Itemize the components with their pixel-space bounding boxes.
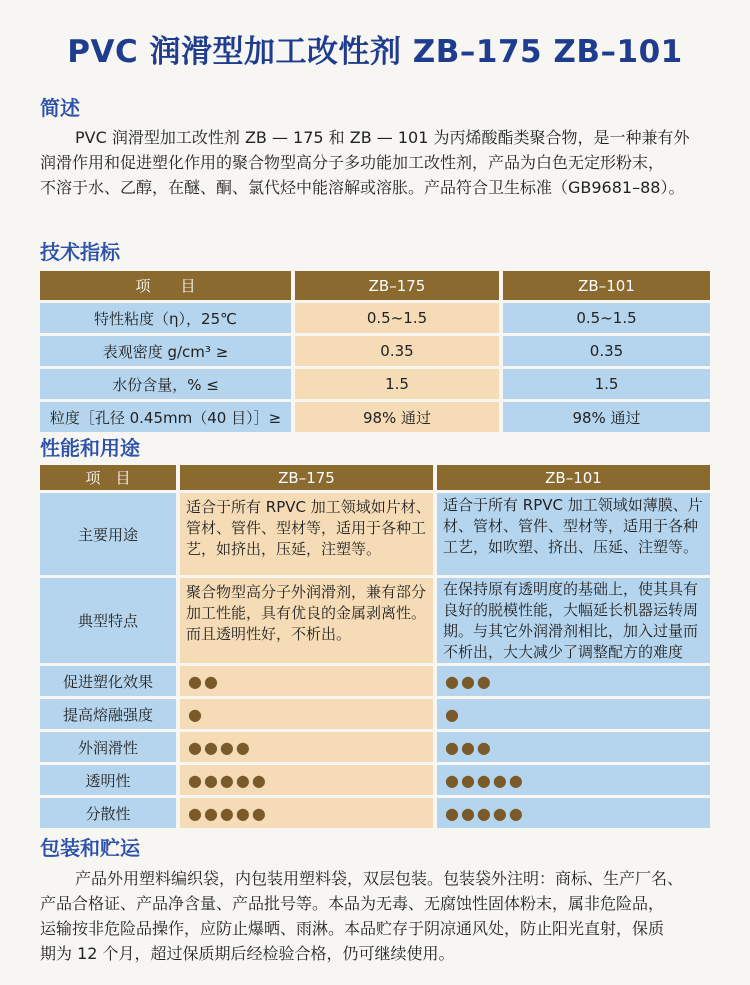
spec-header-zb101: ZB–101 bbox=[503, 271, 710, 303]
rating-zb101: ●●● bbox=[437, 666, 710, 699]
perf-header-zb175: ZB–175 bbox=[180, 465, 437, 493]
spec-value-zb101: 0.5~1.5 bbox=[503, 303, 710, 336]
spec-label: 表观密度 g/cm³ ≥ bbox=[40, 336, 295, 369]
table-row bbox=[40, 732, 710, 765]
pack-line: 期为 12 个月，超过保质期后经检验合格，仍可继续使用。 bbox=[40, 944, 455, 963]
spec-value-zb175: 1.5 bbox=[295, 369, 503, 402]
table-row bbox=[40, 369, 710, 402]
intro-heading: 简述 bbox=[40, 96, 80, 120]
intro-line: 润滑作用和促进塑化作用的聚合物型高分子多功能加工改性剂，产品为白色无定形粉末， bbox=[40, 153, 665, 172]
pack-line: 产品外用塑料编织袋，内包装用塑料袋，双层包装。包装袋外注明：商标、生产厂名、 bbox=[75, 869, 684, 888]
rating-zb175: ●●●●● bbox=[180, 798, 437, 828]
table-row bbox=[40, 336, 710, 369]
perf-label: 透明性 bbox=[40, 765, 180, 798]
perf-label: 提高熔融强度 bbox=[40, 699, 180, 732]
spec-label: 粒度［孔径 0.45mm（40 目）］≥ bbox=[40, 402, 295, 432]
intro-line: 不溶于水、乙醇，在醚、酮、氯代烃中能溶解或溶胀。产品符合卫生标准（GB9681–88）。 bbox=[40, 178, 685, 197]
spec-header-item: 项 目 bbox=[40, 271, 295, 303]
table-row bbox=[40, 699, 710, 732]
perf-header-item: 项 目 bbox=[40, 465, 180, 493]
perf-label: 外润滑性 bbox=[40, 732, 180, 765]
spec-value-zb101: 0.35 bbox=[503, 336, 710, 369]
table-row bbox=[40, 666, 710, 699]
perf-use-zb101: 适合于所有 RPVC 加工领域如薄膜、片材、管材、管件、型材等，适用于各种工艺，如吹塑、挤出、压延、注塑等。 bbox=[437, 493, 710, 578]
pack-heading: 包装和贮运 bbox=[40, 836, 140, 860]
rating-zb175: ●●●● bbox=[180, 732, 437, 765]
rating-zb101: ●●●●● bbox=[437, 798, 710, 828]
perf-label: 典型特点 bbox=[40, 578, 180, 666]
spec-value-zb175: 98% 通过 bbox=[295, 402, 503, 432]
perf-table bbox=[40, 465, 710, 828]
spec-header-zb175: ZB–175 bbox=[295, 271, 503, 303]
perf-heading: 性能和用途 bbox=[40, 436, 140, 460]
perf-label: 分散性 bbox=[40, 798, 180, 828]
perf-feature-zb101: 在保持原有透明度的基础上，使其具有良好的脱模性能，大幅延长机器运转周期。与其它外润滑剂相比，加入过量而不析出，大大减少了调整配方的难度 bbox=[437, 578, 710, 666]
spec-value-zb175: 0.35 bbox=[295, 336, 503, 369]
intro-line: PVC 润滑型加工改性剂 ZB — 175 和 ZB — 101 为丙烯酸酯类聚合物，是一种兼有外 bbox=[75, 128, 690, 147]
spec-value-zb175: 0.5~1.5 bbox=[295, 303, 503, 336]
perf-label: 促进塑化效果 bbox=[40, 666, 180, 699]
spec-label: 特性粘度（η），25℃ bbox=[40, 303, 295, 336]
pack-line: 运输按非危险品操作，应防止爆晒、雨淋。本品贮存于阴凉通风处，防止阳光直射，保质 bbox=[40, 919, 665, 938]
rating-zb175: ●●●●● bbox=[180, 765, 437, 798]
perf-use-zb175: 适合于所有 RPVC 加工领域如片材、管材、管件、型材等，适用于各种工艺，如挤出，压延，注塑等。 bbox=[180, 493, 437, 578]
spec-value-zb101: 98% 通过 bbox=[503, 402, 710, 432]
rating-zb101: ●●●●● bbox=[437, 765, 710, 798]
table-row bbox=[40, 578, 710, 666]
spec-value-zb101: 1.5 bbox=[503, 369, 710, 402]
perf-header-zb101: ZB–101 bbox=[437, 465, 710, 493]
page-title: PVC 润滑型加工改性剂 ZB–175 ZB–101 bbox=[67, 34, 683, 70]
table-row bbox=[40, 493, 710, 578]
table-row bbox=[40, 402, 710, 432]
table-row bbox=[40, 765, 710, 798]
rating-zb175: ●● bbox=[180, 666, 437, 699]
intro-paragraph bbox=[40, 125, 720, 200]
pack-paragraph bbox=[40, 866, 720, 966]
table-row bbox=[40, 303, 710, 336]
table-row bbox=[40, 798, 710, 828]
pack-line: 产品合格证、产品净含量、产品批号等。本品为无毒、无腐蚀性固体粉末，属非危险品， bbox=[40, 894, 665, 913]
spec-label: 水份含量，% ≤ bbox=[40, 369, 295, 402]
perf-label: 主要用途 bbox=[40, 493, 180, 578]
perf-feature-zb175: 聚合物型高分子外润滑剂，兼有部分加工性能，具有优良的金属剥离性。而且透明性好，不析出。 bbox=[180, 578, 437, 666]
rating-zb101: ●●● bbox=[437, 732, 710, 765]
rating-zb175: ● bbox=[180, 699, 437, 732]
spec-heading: 技术指标 bbox=[40, 240, 120, 264]
spec-table bbox=[40, 271, 710, 432]
rating-zb101: ● bbox=[437, 699, 710, 732]
